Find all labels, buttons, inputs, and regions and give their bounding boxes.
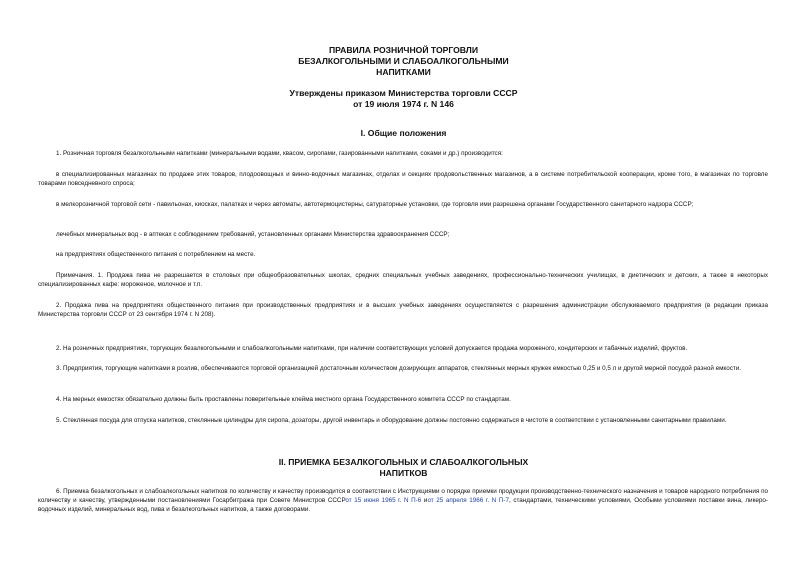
- decree-p7-link[interactable]: от 25 апреля 1966 г. N П-7: [427, 497, 509, 504]
- title-line-2: БЕЗАЛКОГОЛЬНЫМИ И СЛАБОАЛКОГОЛЬНЫМИ: [298, 56, 509, 66]
- approval-line-2: от 19 июля 1974 г. N 146: [353, 99, 454, 109]
- decree-p6-link[interactable]: от 15 июня 1965 г. N П-6: [345, 497, 422, 504]
- document-title: [0, 45, 807, 78]
- paragraph-4: лечебных минеральных вод - в аптеках с соблюдением требований, установленных органами Министерства здравоохранения СССР;: [56, 231, 450, 238]
- paragraph-note-2: 2. Продажа пива на предприятиях общественного питания при производственных предприятиях и в высших учебных заведениях осуществляется с разрешения администрации обслуживаемого предприятия (в редакции приказа Министерства торговли СССР от 23 сентября 1974 г. N 208).: [38, 302, 768, 318]
- paragraph-5: на предприятиях общественного питания с потреблением на месте.: [56, 251, 256, 258]
- paragraph-6-text-2: и: [421, 497, 428, 504]
- paragraph-6-text-3: , стандартами, техническими условиями, Особыми условиями поставки вина, ликеро-водочных изделий, минеральных вод, пива и безалкогольных напитков, а также договорами.: [38, 497, 768, 513]
- section-2-heading-line-1: II. ПРИЕМКА БЕЗАЛКОГОЛЬНЫХ И СЛАБОАЛКОГОЛЬНЫХ: [278, 457, 529, 467]
- paragraph-2: в специализированных магазинах по продаже этих товаров, плодоовощных и винно-водочных магазинах, отделах и секциях продовольственных магазинов, а в системе потребительской кооперации, кроме того, в магазинах по торговле товарами повседневного спроса;: [38, 171, 768, 187]
- section-2-heading-line-2: НАПИТКОВ: [379, 468, 428, 478]
- section-1-heading: I. Общие положения: [360, 128, 447, 138]
- paragraph-item-6: [38, 487, 768, 514]
- paragraph-item-3: 3. Предприятия, торгующие напитками в розлив, обеспечиваются торговой организацией достаточным количеством дозирующих аппаратов, стеклянных мерных кружек емкостью 0,25 и 0,5 л и другой мерной посудой разной емкости.: [56, 365, 742, 372]
- section-2-heading: [0, 457, 807, 479]
- paragraph-item-5: 5. Стеклянная посуда для отпуска напитков, стеклянные цилиндры для сиропа, дозаторы, другой инвентарь и оборудование должны постоянно содержаться в чистоте в соответствии с установленными санитарными правилами.: [56, 417, 727, 424]
- paragraph-3: в мелкорозничной торговой сети - павильонах, киосках, палатках и через автоматы, автотермоцистерны, сатураторные установки, где торговля ими разрешена органами Государственного санитарного надзора СССР;: [56, 201, 694, 208]
- paragraph-item-4: 4. На мерных емкостях обязательно должны быть проставлены поверительные клейма местного органа Государственного комитета СССР по стандартам.: [56, 396, 511, 403]
- paragraph-6-text-1: 6. Приемка безалкогольных и слабоалкогольных напитков по количеству и качеству производится в соответствии с Инструкциями о порядке приемки продукции производственно-технического назначения и товаров народного потребления по количеству и качеству, утвержденными постановлениями Госарбитража при Совете Министров СССР: [38, 488, 768, 504]
- approval-block: [0, 88, 807, 110]
- paragraph-1: 1. Розничная торговля безалкогольными напитками (минеральными водами, квасом, сиропами, газированными напитками, соками и др.) производится:: [56, 150, 503, 157]
- title-line-1: ПРАВИЛА РОЗНИЧНОЙ ТОРГОВЛИ: [328, 45, 479, 55]
- approval-line-1: Утверждены приказом Министерства торговли СССР: [289, 88, 518, 98]
- paragraph-item-2: 2. На розничных предприятиях, торгующих безалкогольными и слабоалкогольными напитками, при наличии соответствующих условий допускается продажа мороженого, кондитерских и табачных изделий, фруктов.: [56, 345, 688, 352]
- paragraph-note-1: Примечания. 1. Продажа пива не разрешается в столовых при общеобразовательных школах, средних специальных учебных заведениях, профессионально-технических училищах, в диетических и детских, а также в некоторых специализированных кафе: мороженое, молочное и т.п.: [38, 272, 768, 288]
- title-line-3: НАПИТКАМИ: [376, 67, 431, 77]
